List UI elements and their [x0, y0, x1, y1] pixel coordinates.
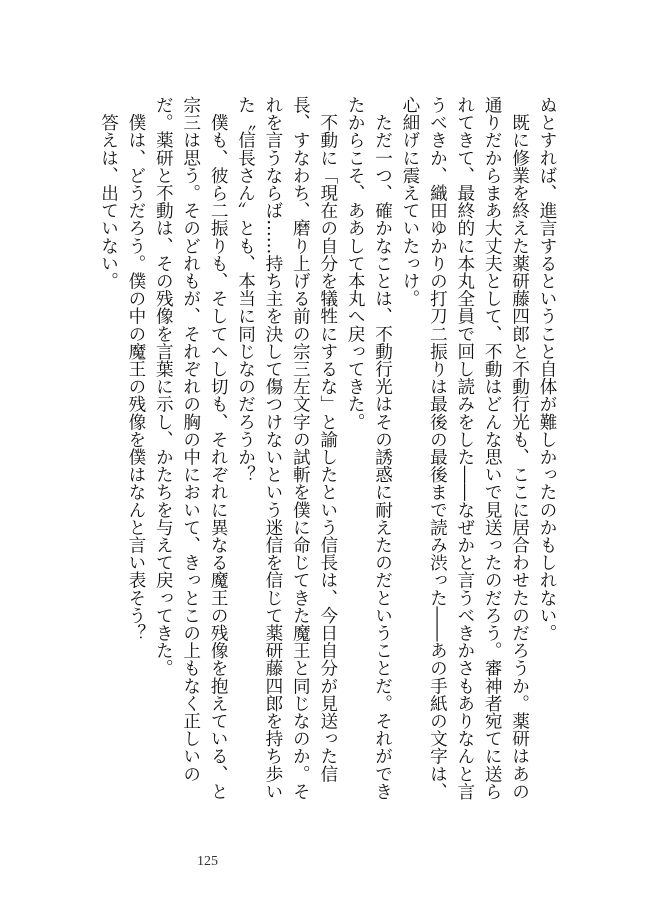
paragraph: ぬとすれば、進言するということ自体が難しかったのかもしれない。	[537, 96, 557, 642]
paragraph: 僕は、どうだろう。僕の中の魔王の残像を僕はなんと言い表そう？	[125, 96, 146, 642]
paragraph: ただ一つ、確かなことは、不動行光はその誘惑に耐えたのだということだ。それができたからこそ、ああして本丸へ戻ってきた。	[345, 96, 393, 800]
paragraph: 不動に「現在の自分を犠牲にするな」と諭したという信長は、今日自分が見送った信長、すなわち、磨り上げる前の宗三左文字の試斬を僕に命じてきた魔王と同じなのか。それを言うならば……持ち主を決して傷つけないという迷信を信じて薬研藤四郎を持ち歩いた〝信長さん〟とも、本当に同じなのだろうか？	[235, 96, 338, 800]
vertical-text-body	[90, 96, 560, 816]
page-number: 125	[197, 854, 218, 869]
paragraph: 僕も、彼ら二振りも、そしてへし切も、それぞれに異なる魔王の残像を抱えている、と宗三は思う。そのどれもが、それぞれの胸の中において、きっとこの上もなく正しいのだ。薬研と不動は、その残像を言葉に示し、かたちを与えて戻ってきた。	[153, 96, 229, 800]
paragraph: 答えは、出ていない。	[98, 96, 119, 290]
paragraph: 既に修業を終えた薬研藤四郎と不動行光も、ここに居合わせたのだろうか。薬研はあの通りだからまあ大丈夫として、不動はどんな思いで見送ったのだろう。審神者宛てに送られてきて、最終的に本丸全員で回し読みをした――なぜかと言うべきかさもありなんと言うべきか、織田ゆかりの打刀二振りは最後の最後まで読み渋った――あの手紙の文字は、心細げに震えていたっけ。	[399, 96, 530, 800]
